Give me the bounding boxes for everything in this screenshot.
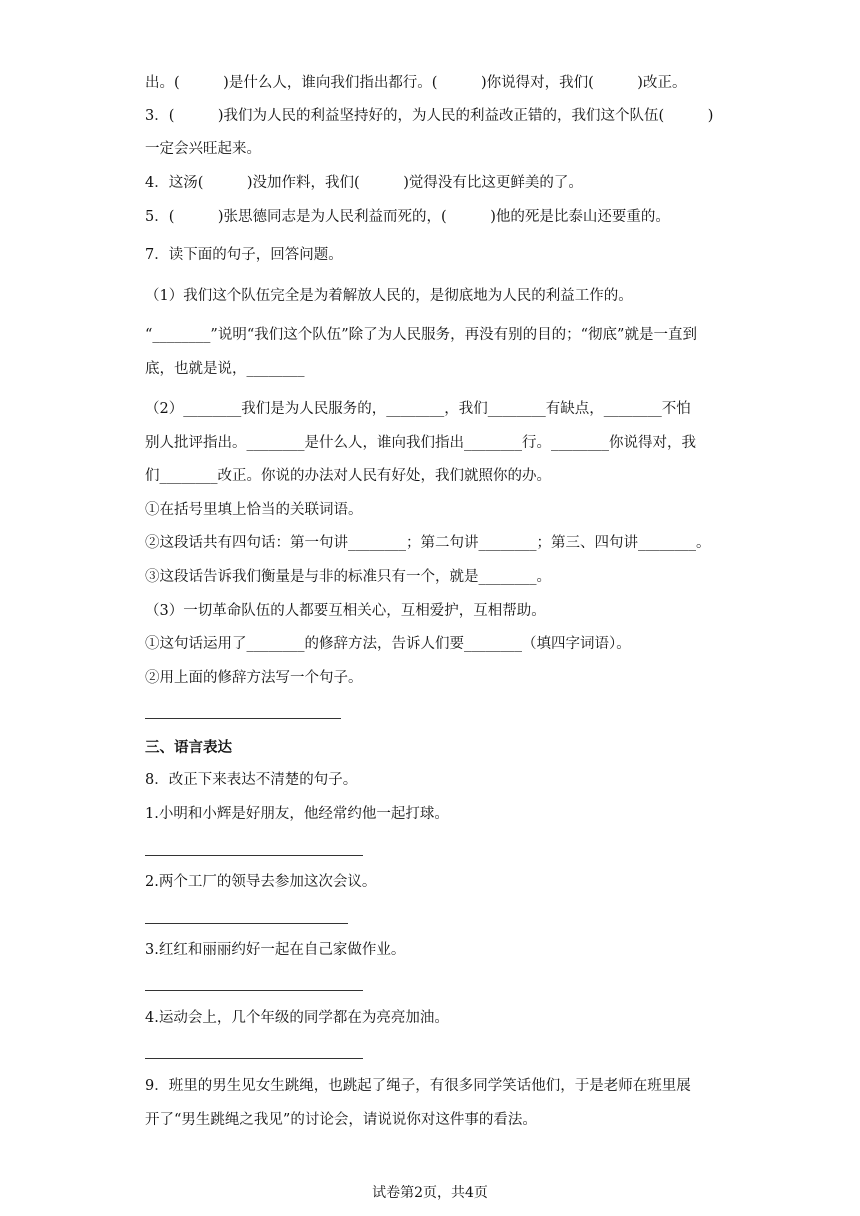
text-line: 底，也就是说，________ xyxy=(145,361,305,377)
question-3-line: 3．( )我们为人民的利益坚持好的，为人民的利益改正错的，我们这个队伍( ) xyxy=(145,108,714,124)
text-line: 一定会兴旺起来。 xyxy=(145,141,261,157)
sentence-item: 3.红红和丽丽约好一起在自己家做作业。 xyxy=(145,942,406,958)
answer-line xyxy=(145,1058,363,1059)
sub-question-3: （3）一切革命队伍的人都要互相关心，互相爱护，互相帮助。 xyxy=(145,603,546,619)
answer-line xyxy=(145,718,341,719)
answer-line xyxy=(145,990,363,991)
sentence-item: 2.两个工厂的领导去参加这次会议。 xyxy=(145,874,377,890)
text-line: ③这段话告诉我们衡量是与非的标准只有一个，就是________。 xyxy=(145,569,551,585)
answer-line xyxy=(145,923,348,924)
text-line: 别人批评指出。________是什么人，谁向我们指出________行。________你说得对，我 xyxy=(145,435,696,451)
question-7-title: 7．读下面的句子，回答问题。 xyxy=(145,247,343,263)
sentence-item: 1.小明和小辉是好朋友，他经常约他一起打球。 xyxy=(145,806,449,822)
text-line: 开了“男生跳绳之我见”的讨论会，请说说你对这件事的看法。 xyxy=(145,1112,537,1128)
text-line: ①这句话运用了________的修辞方法，告诉人们要________（填四字词语）。 xyxy=(145,636,631,652)
question-5-line: 5．( )张思德同志是为人民利益而死的，( )他的死是比泰山还要重的。 xyxy=(145,209,670,225)
text-line: ②用上面的修辞方法写一个句子。 xyxy=(145,670,363,686)
question-9-line: 9．班里的男生见女生跳绳，也跳起了绳子，有很多同学笑话他们，于是老师在班里展 xyxy=(145,1078,691,1094)
page-footer: 试卷第2页，共4页 xyxy=(372,1185,488,1201)
text-line: 出。( )是什么人，谁向我们指出都行。( )你说得对，我们( )改正。 xyxy=(145,75,687,91)
text-line: ②这段话共有四句话：第一句讲________；第二句讲________；第三、四句讲________。 xyxy=(145,535,711,551)
sub-question-1: （1）我们这个队伍完全是为着解放人民的，是彻底地为人民的利益工作的。 xyxy=(145,288,633,304)
section-heading: 三、语言表达 xyxy=(145,739,232,756)
answer-line xyxy=(145,855,363,856)
text-line: 们________改正。你说的办法对人民有好处，我们就照你的办。 xyxy=(145,468,551,484)
sub-question-2: （2）________我们是为人民服务的，________，我们________有缺点，________不怕 xyxy=(145,401,691,417)
text-line: “________”说明“我们这个队伍”除了为人民服务，再没有别的目的；“彻底”就是一直到 xyxy=(145,327,697,343)
text-line: ①在括号里填上恰当的关联词语。 xyxy=(145,502,363,518)
sentence-item: 4.运动会上，几个年级的同学都在为亮亮加油。 xyxy=(145,1010,449,1026)
question-8-title: 8．改正下来表达不清楚的句子。 xyxy=(145,772,358,788)
question-4-line: 4．这汤( )没加作料，我们( )觉得没有比这更鲜美的了。 xyxy=(145,175,583,191)
